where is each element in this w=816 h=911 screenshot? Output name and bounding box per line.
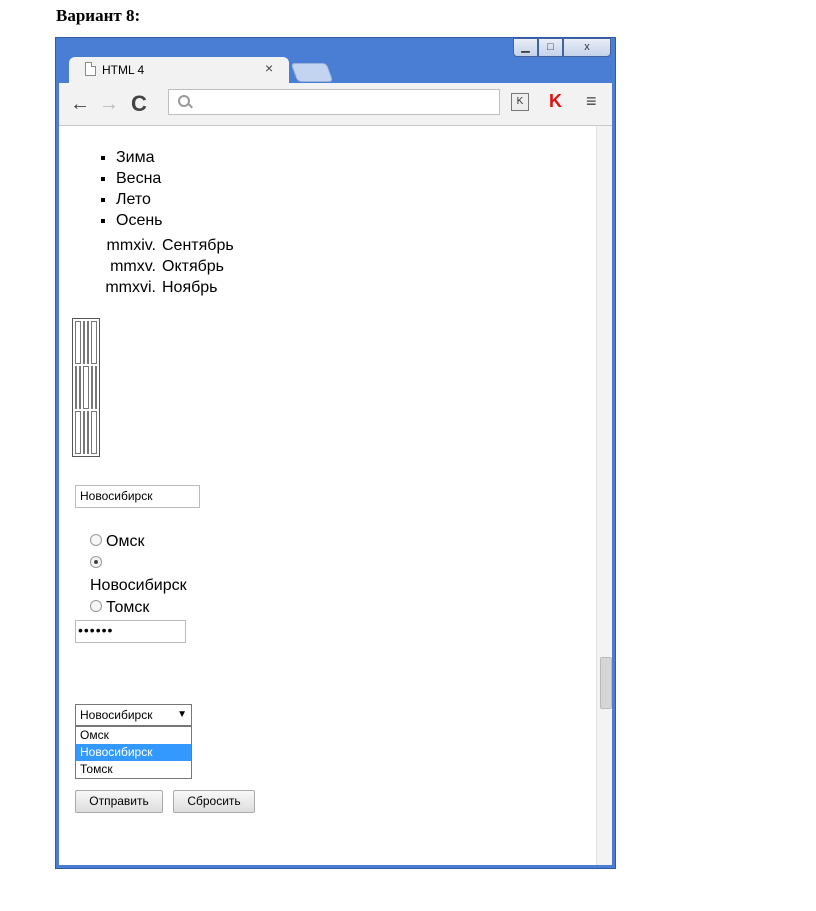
- table-cell: [75, 411, 81, 454]
- table-cell: [79, 366, 81, 409]
- tab-close-icon[interactable]: ×: [265, 60, 274, 76]
- list-item-label: Ноябрь: [162, 279, 218, 296]
- tab-title: HTML 4: [102, 63, 145, 77]
- list-item: ▪ Осень: [116, 210, 163, 231]
- table-cell: [91, 411, 97, 454]
- city-radio-group: [90, 531, 187, 619]
- table-cell: [83, 321, 85, 364]
- password-field[interactable]: ••••••: [75, 620, 186, 643]
- list-item: [96, 256, 234, 277]
- list-item: ▪ Весна: [116, 168, 163, 189]
- months-list: [96, 235, 234, 298]
- radio-button-checked[interactable]: [90, 556, 102, 568]
- table-cell: [91, 366, 93, 409]
- table-cell: [95, 366, 97, 409]
- extension-k-icon[interactable]: K: [511, 93, 529, 111]
- list-item: ▪ Зима: [116, 147, 163, 168]
- search-icon: [178, 95, 190, 107]
- forward-arrow-icon[interactable]: →: [99, 93, 119, 115]
- city-text-input[interactable]: Новосибирск: [75, 485, 200, 508]
- list-item: [96, 235, 234, 256]
- new-tab-button[interactable]: [291, 63, 334, 82]
- list-item-label: Октябрь: [162, 258, 225, 275]
- document-icon: [85, 62, 96, 76]
- table-cell: [83, 366, 89, 409]
- table-cell: [75, 366, 77, 409]
- kaspersky-icon[interactable]: K: [549, 91, 562, 111]
- radio-label: Омск: [106, 533, 145, 550]
- list-item: ▪ Лето: [116, 189, 163, 210]
- list-marker: mmxiv.: [106, 237, 156, 254]
- select-option[interactable]: Томск: [80, 762, 113, 776]
- seasons-list: [99, 147, 163, 231]
- variant-heading: Вариант 8:: [56, 6, 141, 25]
- radio-label: Новосибирск: [90, 577, 187, 594]
- close-window-button[interactable]: x: [563, 38, 611, 57]
- back-arrow-icon[interactable]: ←: [70, 93, 90, 115]
- scrollbar-thumb[interactable]: [600, 657, 612, 709]
- radio-option[interactable]: [90, 597, 187, 619]
- city-select[interactable]: [75, 704, 192, 726]
- page-viewport: [59, 126, 612, 865]
- select-dropdown-list: [75, 726, 192, 779]
- list-marker: mmxv.: [110, 258, 156, 275]
- reset-button[interactable]: Сбросить: [173, 790, 255, 813]
- radio-button[interactable]: [90, 534, 102, 546]
- radio-button[interactable]: [90, 600, 102, 612]
- radio-label: Томск: [106, 599, 150, 616]
- layout-table: [72, 318, 100, 457]
- minimize-button[interactable]: ▁: [513, 38, 538, 57]
- submit-button[interactable]: Отправить: [75, 790, 163, 813]
- radio-option[interactable]: [90, 531, 187, 553]
- select-option-highlighted[interactable]: Новосибирск: [76, 744, 191, 761]
- maximize-button[interactable]: □: [538, 38, 563, 57]
- table-cell: [91, 321, 97, 364]
- list-marker: mmxvi.: [105, 279, 156, 296]
- table-cell: [75, 321, 81, 364]
- dropdown-arrow-icon: ▼: [177, 709, 187, 720]
- list-item: [96, 277, 234, 298]
- radio-option[interactable]: [90, 553, 187, 597]
- table-cell: [87, 411, 89, 454]
- select-value: Новосибирск: [80, 708, 153, 722]
- vertical-scrollbar[interactable]: [596, 126, 612, 865]
- browser-tab[interactable]: [69, 57, 289, 85]
- menu-icon[interactable]: ≡: [586, 91, 597, 111]
- table-cell: [87, 321, 89, 364]
- list-item-label: Сентябрь: [162, 237, 234, 254]
- reload-icon[interactable]: C: [131, 91, 147, 116]
- address-bar[interactable]: [168, 89, 500, 115]
- select-option[interactable]: Омск: [80, 728, 109, 742]
- browser-toolbar: [59, 83, 612, 126]
- browser-window: [55, 37, 616, 869]
- table-cell: [83, 411, 85, 454]
